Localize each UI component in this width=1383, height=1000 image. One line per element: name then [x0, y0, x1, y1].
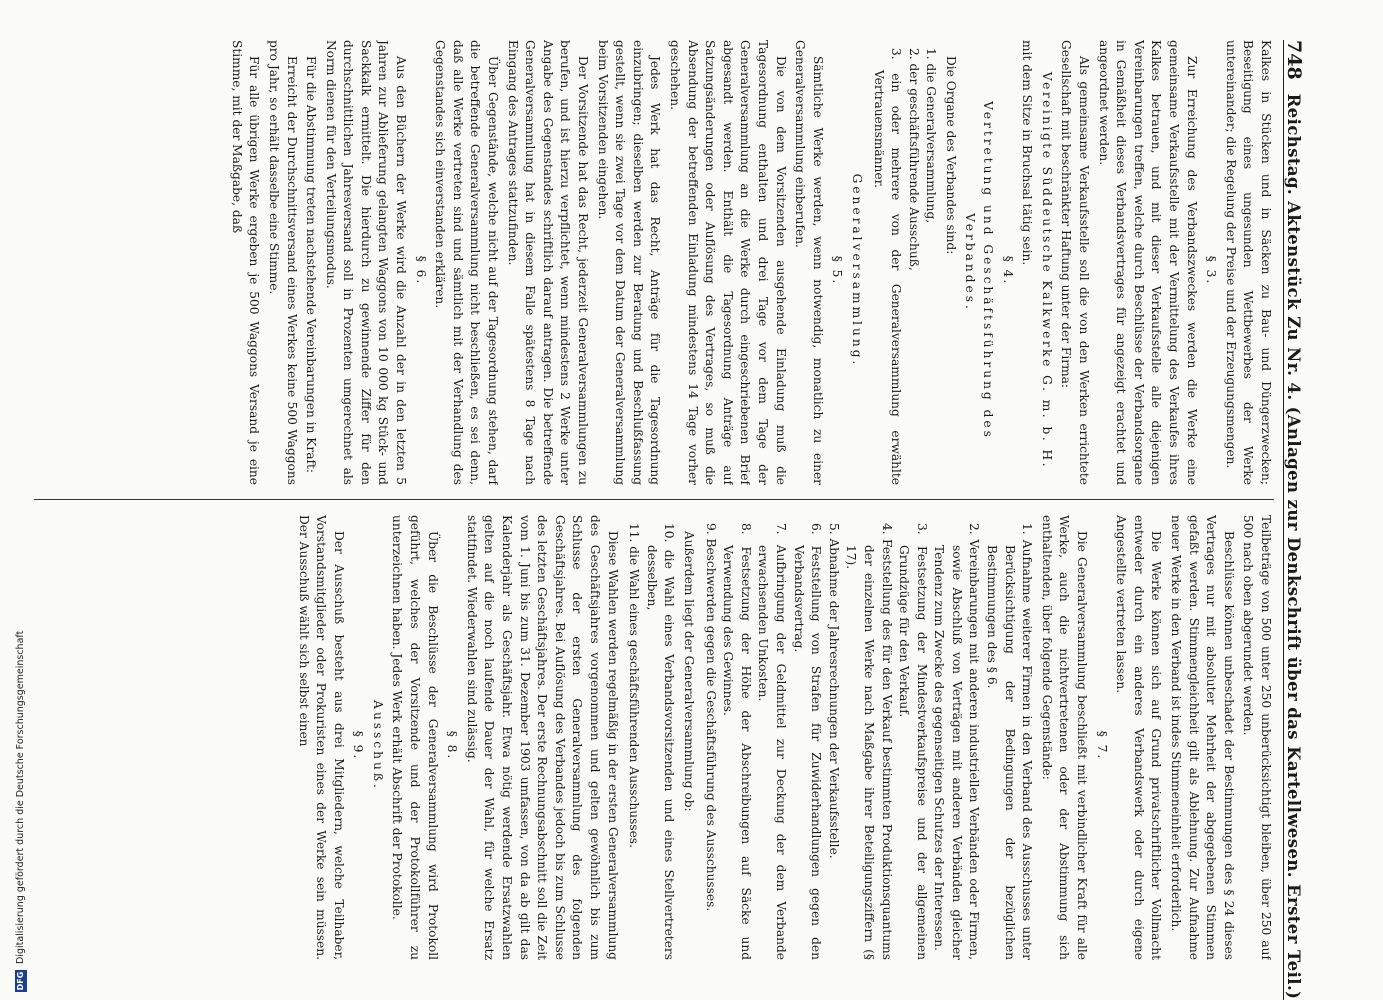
list-item: 11. die Wahl eines geschäftsführenden Ausschusses.	[627, 523, 642, 848]
credit-text: Digitalisierung gefördert durch die Deutsche Forschungsgemeinschaft	[15, 630, 26, 964]
paragraph: Die Organe des Verbandes sind:	[943, 56, 958, 255]
section-number: § 7.	[1094, 730, 1109, 761]
paragraph: mit dem Sitze in Bruchsal tätig sein.	[1020, 40, 1035, 266]
section-heading: Generalversammlung.	[849, 173, 864, 368]
page-title: Reichstag. Aktenstück Zu Nr. 4. (Anlagen zur Denkschrift über das Kartellwesen. Erster Teil.)	[1283, 93, 1303, 1000]
paragraph: Über Gegenstände, welche nicht auf der Tagesordnung stehen, darf die betreffende Generalversammlung nicht beschließen, es sei denn, daß alle Werke vertreten sind und sämtlich mit der Verhandlung des Gegenstandes sich einverstanden erklären.	[433, 40, 501, 485]
list-item: 7. Aufbringung der Geldmittel zur Deckung der dem Verbande erwachsenden Unkosten.	[756, 523, 788, 960]
section-heading: Ausschuß.	[370, 700, 385, 791]
dfg-logo: DFG	[16, 971, 25, 991]
paragraph: Der Ausschuß besteht aus drei Mitgliedern, welche Teilhaber, Vorstandsmitglieder oder Prokuristen eines der Werke sein müssen. Der Ausschuß wählt sich selbst einen	[296, 515, 346, 960]
right-column	[34, 515, 1274, 960]
list-item: 6. Feststellung von Strafen für Zuwiderhandlungen gegen den Verbandsvertrag.	[791, 523, 824, 960]
paragraph: Jedes Werk hat das Recht, Anträge für die Tagesordnung einzubringen; dieselben werden zur Beratung und Beschlußfassung gestellt, wenn sie zwei Tage vor dem Datum der Generalversammlung beim Vorsitzenden eingehen.	[595, 40, 663, 485]
list-item: 10. die Wahl eines Verbandsvorsitzenden und eines Stellvertreters desselben,	[644, 523, 677, 960]
section-heading: Vertretung und Geschäftsführung des Verbandes.	[963, 101, 996, 440]
list-item: 1. die Generalversammlung,	[924, 48, 939, 224]
paragraph: Aus den Büchern der Werke wird die Anzahl der in den letzten 5 Jahren zur Ablieferung gelangten Waggons von 10 000 kg Stück- und Sackkalk ermittelt. Die hierdurch zu gewinnende Ziffer für den durchschnittlichen Jahresversand soll in Prozenten umgerechnet als Norm dienen für den Verteilungsmodus.	[323, 40, 409, 485]
section-number: § 4.	[1000, 255, 1015, 286]
paragraph: Teilbeträge von 500 unter 250 unberücksichtigt bleiben, über 250 auf 500 nach oben abgerundet werden.	[1241, 515, 1273, 960]
paragraph: Für alle übrigen Werke ergeben je 500 Waggons Versand je eine Stimme, mit der Maßgabe, daß	[229, 40, 262, 485]
list-item: 3. Festsetzung der Mindestverkaufspreise und der allgemeinen Grundzüge für den Verkauf.	[897, 523, 929, 960]
firm-name: Vereinigte Süddeutsche Kalkwerke G. m. b. H.	[1039, 71, 1054, 470]
section-number: § 5.	[830, 255, 845, 286]
resolutions-list	[701, 515, 1035, 960]
list-item: 8. Festsetzung der Höhe der Abschreibungen auf Säcke und Verwendung des Gewinnes.	[721, 523, 753, 960]
paragraph: Für die Abstimmung treten nachstehende Vereinbarungen in Kraft:	[304, 56, 319, 473]
list-item: 1. Aufnahme weiterer Firmen in den Verband des Ausschusses unter Berücksichtigung der Bedingungen der bezüglichen Bestimmungen des § 6.	[985, 523, 1035, 960]
paragraph: Beschlüsse können unbeschadet der Bestimmungen des § 24 dieses Vertrages nur mit absoluter Mehrheit der abgegebenen Stimmen gefaßt werden. Stimmengleichheit gilt als Ablehnung. Zur Aufnahme neuer Werke in den Verband ist indes Stimmeneinheit erforderlich.	[1169, 515, 1236, 960]
list-item: 9. Beschwerden gegen die Geschäftsführung des Ausschusses.	[703, 523, 718, 912]
paragraph: Die Werke können sich auf Grund privatschriftlicher Vollmacht entweder durch ein anderes Verbandswerk oder durch eigene Angestellte vertreten lassen.	[1114, 515, 1164, 960]
digitization-credit	[14, 0, 28, 1000]
elections-list	[625, 515, 678, 960]
paragraph: Der Vorsitzende hat das Recht, jederzeit Generalversammlungen zu berufen, und ist hierzu verpflichtet, wenn mindestens 2 Werke unter Angabe des Gegenstandes schriftlich darauf antragen. Die betreffende Generalversammlung hat in diesem Falle spätestens 8 Tage nach Eingang des Antrages stattzufinden.	[505, 40, 591, 485]
section-number: § 9.	[351, 730, 366, 761]
paragraph: Sämtliche Werke werden, wenn notwendig, monatlich zu einer Generalversammlung einberufen.	[793, 40, 825, 485]
section-number: § 3.	[1204, 255, 1219, 286]
list-item: 2. der geschäftsführende Ausschuß,	[906, 48, 921, 271]
section-number: § 6.	[413, 255, 428, 286]
paragraph: Zur Erreichung des Verbandszweckes werden die Werke eine gemeinsame Verkaufsstelle mit der Vermittelung des Verkaufes ihres Kalkes betrauen, und mit dieser Verkaufsstelle alle diejenigen Vereinbarungen treffen, welche durch Beschlüsse der Verbandsorgane in Gemäßheit dieses Verbandsvertrages für angezeigt erachtet und angeordnet werden.	[1096, 40, 1199, 485]
section-number: § 8.	[445, 730, 460, 761]
page-number: 748	[1282, 40, 1305, 80]
document-page	[20, 40, 1310, 1000]
paragraph: Diese Wahlen werden regelmäßig in der ersten Generalversammlung des Geschäftsjahres vorgenommen und gelten gewöhnlich bis zum Schlusse der ersten Generalversammlung des folgenden Geschäftsjahres. Bei Auflösung des Verbandes jedoch bis zum Schlusse des letzten Geschäftsjahres. Der erste Rechnungsabschnitt soll die Zeit vom 1. Juni bis zum 31. Dezember 1903 umfassen, von da ab gilt das Kalenderjahr als Geschäftsjahr. Etwa nötig werdende Ersatzwahlen gelten auf die noch laufende Dauer der Wahl, für welche Ersatz stattfindet. Wiederwahlen sind zulässig.	[464, 515, 620, 960]
organs-list	[869, 40, 939, 485]
page-header	[1283, 40, 1310, 1000]
paragraph: Die von dem Vorsitzenden ausgehende Einladung muß die Tagesordnung enthalten und drei Tage vor dem Tage der Generalversammlung an die Werke durch eingeschriebenen Brief abgesandt werden. Enthält die Tagesordnung Anträge auf Satzungsänderungen oder Auflösung des Vertrages, so muß die Absendung der betreffenden Einladung mindestens 14 Tage vorher geschehen.	[668, 40, 788, 485]
left-column	[34, 40, 1274, 485]
column-divider	[34, 499, 1274, 500]
paragraph: Außerdem liegt der Generalversammlung ob:	[682, 531, 696, 812]
list-item: 2. Vereinbarungen mit anderen industriellen Verbänden oder Firmen, sowie Abschluß von Verträgen mit anderen Verbänden gleicher Tendenz zum Zwecke des gegenseitigen Schutzes der Interessen.	[932, 523, 982, 960]
paragraph: Die Generalversammlung beschließt mit verbindlicher Kraft für alle Werke, auch die nichtvertretenen oder der Abstimmung sich enthaltenden, über folgende Gegenstände:	[1039, 515, 1090, 960]
list-item: 4. Feststellung des für den Verkauf bestimmten Produktionsquantums der einzelnen Werke nach Maßgabe ihrer Beteiligungsziffern (§ 17).	[844, 523, 894, 960]
paragraph: Erreicht der Durchschnittsversand eines Werkes keine 500 Waggons pro Jahr, so erhält dasselbe eine Stimme.	[266, 40, 299, 485]
list-item: 5. Abnahme der Jahresrechnungen der Verkaufsstelle.	[826, 523, 841, 859]
paragraph: Als gemeinsame Verkaufsstelle soll die von den Werken errichtete Gesellschaft mit beschränkter Haftung unter der Firma:	[1059, 40, 1092, 485]
paragraph: Kalkes in Stücken und in Säcken zu Bau- und Düngerzwecken; Beseitigung eines ungesunden Wettbewerbes der Werke untereinander; die Regelung der Preise und der Erzeugungsmengen.	[1223, 40, 1273, 485]
paragraph: Über die Beschlüsse der Generalversammlung wird Protokoll geführt, welches der Vorsitzende und der Protokollführer zu unterzeichnen haben. Jedes Werk erhält Abschrift der Protokolle.	[390, 515, 440, 960]
list-item: 3. ein oder mehrere von der Generalversammlung erwählte Vertrauensmänner.	[871, 48, 904, 485]
